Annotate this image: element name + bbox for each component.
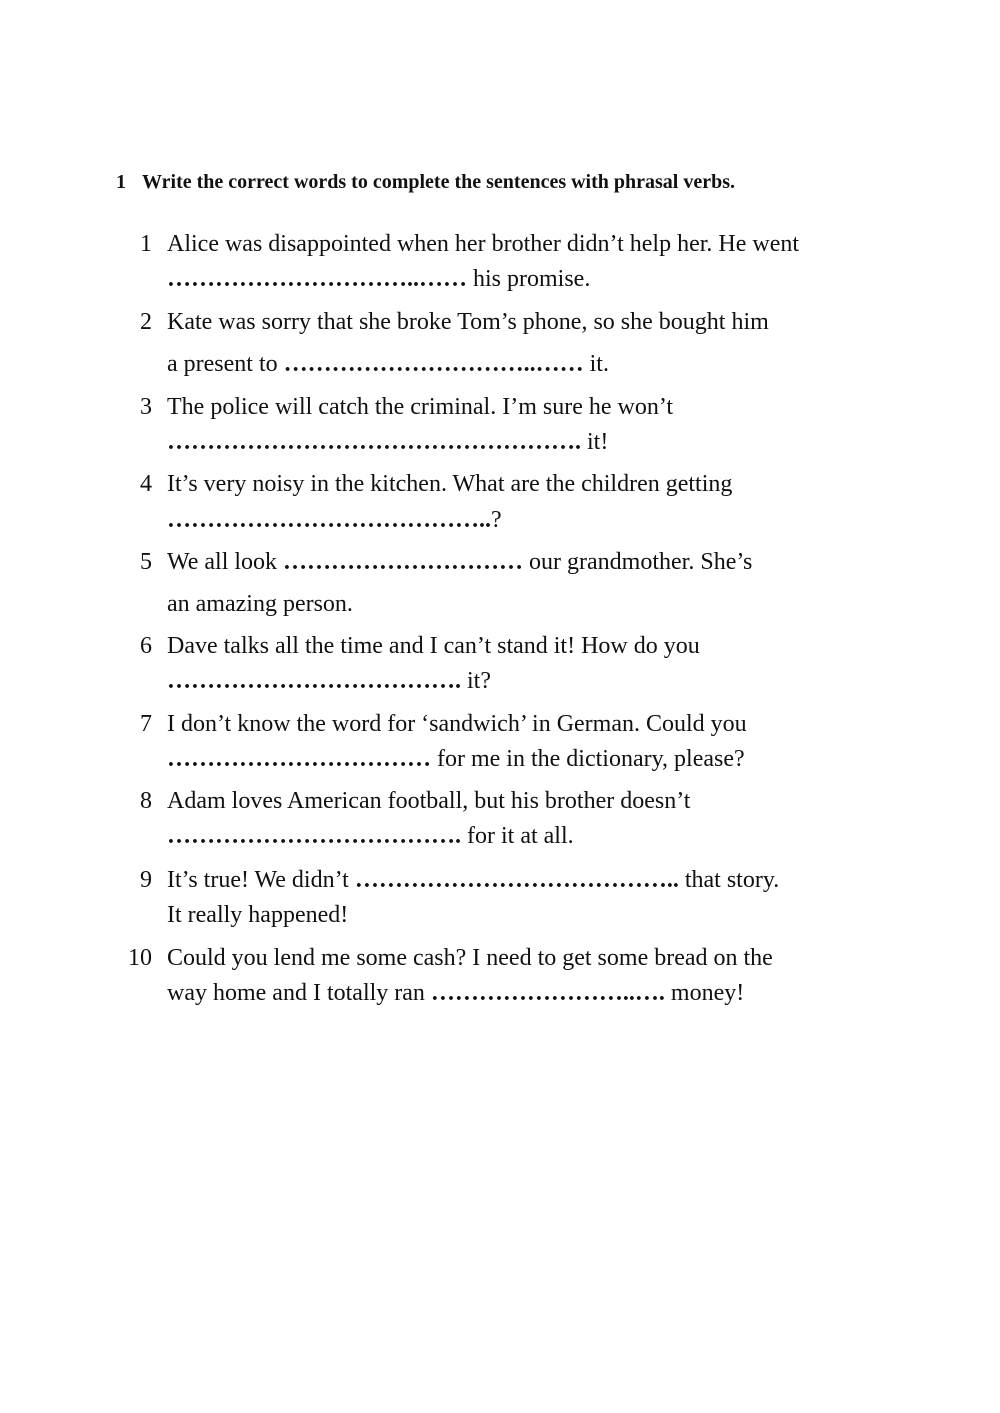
exercise-instruction: Write the correct words to complete the sentences with phrasal verbs. — [142, 171, 736, 193]
item-number: 6 — [140, 633, 152, 659]
item-number: 7 — [140, 711, 152, 737]
item-line-2 — [167, 346, 609, 382]
item-line-2: It really happened! — [167, 902, 349, 928]
answer-blank[interactable]: ……………………..…. — [430, 980, 665, 1006]
text-after-blank: for me in the dictionary, please? — [431, 746, 745, 772]
item-number: 10 — [128, 945, 152, 971]
text-before-blank: way home and I totally ran — [167, 980, 431, 1006]
item-line-1: It’s very noisy in the kitchen. What are the children getting — [167, 471, 733, 497]
text-after-blank: for it at all. — [461, 823, 574, 849]
text-after-blank: it! — [581, 429, 609, 455]
answer-blank[interactable]: ………………………………. — [167, 668, 461, 694]
text-after-blank: ? — [491, 507, 502, 533]
item-line-2 — [167, 741, 745, 777]
item-line-2 — [167, 261, 590, 297]
item-line-1: Could you lend me some cash? I need to get some bread on the — [167, 945, 773, 971]
text-after-blank: it? — [461, 668, 491, 694]
item-number: 3 — [140, 394, 152, 420]
text-after-blank: our grandmother. She’s — [523, 549, 753, 575]
text-before-blank: a present to — [167, 351, 284, 377]
answer-blank[interactable]: ………………………………. — [167, 823, 461, 849]
text-after-blank: money! — [664, 980, 745, 1006]
answer-blank[interactable]: …………………………..…… — [283, 351, 584, 377]
item-line-1 — [167, 544, 752, 580]
item-number: 8 — [140, 788, 152, 814]
item-line-2: an amazing person. — [167, 591, 353, 617]
item-number: 2 — [140, 309, 152, 335]
item-line-1: I don’t know the word for ‘sandwich’ in German. Could you — [167, 711, 747, 737]
item-line-1: The police will catch the criminal. I’m sure he won’t — [167, 394, 674, 420]
item-line-1: Alice was disappointed when her brother didn’t help her. He went — [167, 231, 800, 257]
item-number: 5 — [140, 549, 152, 575]
answer-blank[interactable]: ………………………………….. — [167, 507, 491, 533]
item-line-1 — [167, 862, 779, 898]
text-after-blank: it. — [583, 351, 609, 377]
exercise-number: 1 — [116, 171, 126, 193]
item-line-2 — [167, 975, 744, 1011]
item-line-1: Kate was sorry that she broke Tom’s phone, so she bought him — [167, 309, 769, 335]
text-before-blank: We all look — [167, 549, 284, 575]
answer-blank[interactable]: …………………………..…… — [167, 266, 467, 292]
answer-blank[interactable]: ………………………………….. — [354, 867, 679, 893]
text-after-blank: that story. — [678, 867, 780, 893]
answer-blank[interactable]: ………………………… — [283, 549, 524, 575]
text-after-blank: his promise. — [467, 266, 591, 292]
text-before-blank: It’s true! We didn’t — [167, 867, 355, 893]
answer-blank[interactable]: …………………………… — [167, 746, 431, 772]
item-number: 4 — [140, 471, 152, 497]
item-line-2 — [167, 424, 608, 460]
answer-blank[interactable]: ……………………………………………. — [167, 429, 581, 455]
item-number: 9 — [140, 867, 152, 893]
item-line-2 — [167, 502, 502, 538]
exercise-heading — [116, 169, 735, 195]
item-number: 1 — [140, 231, 152, 257]
item-line-2 — [167, 818, 574, 854]
item-line-1: Dave talks all the time and I can’t stand it! How do you — [167, 633, 700, 659]
item-line-2 — [167, 663, 491, 699]
item-line-1: Adam loves American football, but his brother doesn’t — [167, 788, 691, 814]
